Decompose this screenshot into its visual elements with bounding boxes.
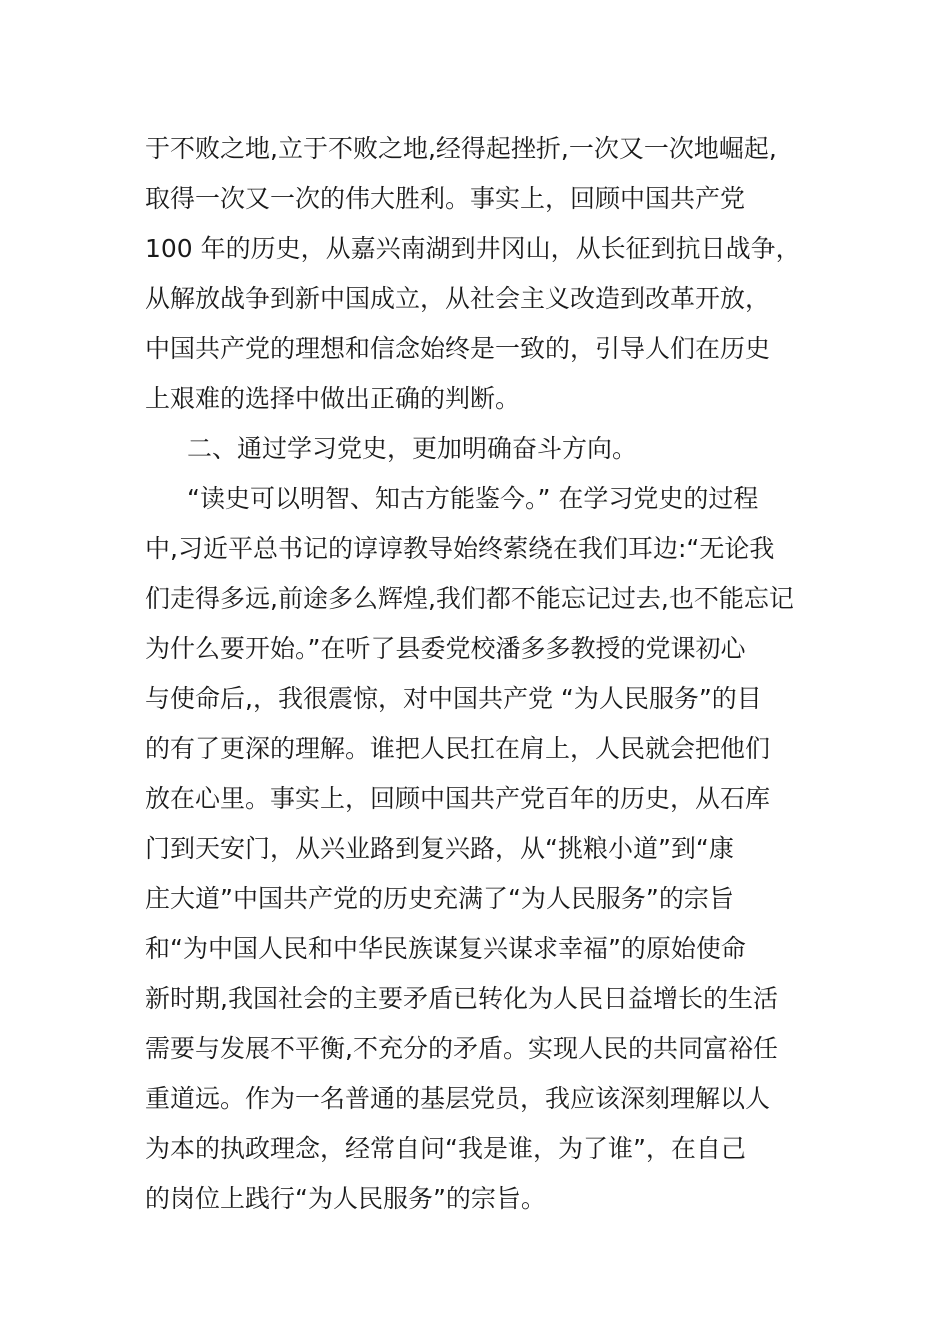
text-line: 上艰难的选择中做出正确的判断。 xyxy=(145,384,521,413)
text-line: 们走得多远,前途多么辉煌,我们都不能忘记过去,也不能忘记 xyxy=(145,584,794,613)
text-line: 为什么要开始。”在听了县委党校潘多多教授的党课初心 xyxy=(145,634,746,663)
section-heading: 二、通过学习党史，更加明确奋斗方向。 xyxy=(187,434,638,463)
text-line: 取得一次又一次的伟大胜利。事实上，回顾中国共产党 xyxy=(145,184,746,213)
text-line: 新时期,我国社会的主要矛盾已转化为人民日益增长的生活 xyxy=(145,984,778,1013)
text-line: 重道远。作为一名普通的基层党员，我应该深刻理解以人 xyxy=(145,1084,771,1113)
text-line: 中,习近平总书记的谆谆教导始终萦绕在我们耳边:“无论我 xyxy=(145,534,775,563)
text-line: 从解放战争到新中国成立，从社会主义改造到改革开放， xyxy=(145,284,771,313)
text-line: 为本的执政理念，经常自问“我是谁，为了谁”，在自己 xyxy=(145,1134,746,1163)
text-line: “读史可以明智、知古方能鉴今。” 在学习党史的过程 xyxy=(187,484,759,513)
text-line: 与使命后,，我很震惊，对中国共产党 “为人民服务”的目 xyxy=(145,684,762,713)
text-line: 需要与发展不平衡,不充分的矛盾。实现人民的共同富裕任 xyxy=(145,1034,778,1063)
text-line: 于不败之地,立于不败之地,经得起挫折,一次又一次地崛起, xyxy=(145,134,777,163)
text-line: 门到天安门，从兴业路到复兴路，从“挑粮小道”到“康 xyxy=(145,834,734,863)
text-line: 和“为中国人民和中华民族谋复兴谋求幸福”的原始使命 xyxy=(145,934,746,963)
text-line: 庄大道”中国共产党的历史充满了“为人民服务”的宗旨 xyxy=(145,884,734,913)
text-line: 100 年的历史，从嘉兴南湖到井冈山，从长征到抗日战争， xyxy=(145,234,801,263)
text-line: 中国共产党的理想和信念始终是一致的，引导人们在历史 xyxy=(145,334,771,363)
text-line: 的岗位上践行“为人民服务”的宗旨。 xyxy=(145,1184,546,1213)
text-line: 的有了更深的理解。谁把人民扛在肩上，人民就会把他们 xyxy=(145,734,771,763)
body-text xyxy=(145,124,865,1224)
text-line: 放在心里。事实上，回顾中国共产党百年的历史，从石库 xyxy=(145,784,771,813)
